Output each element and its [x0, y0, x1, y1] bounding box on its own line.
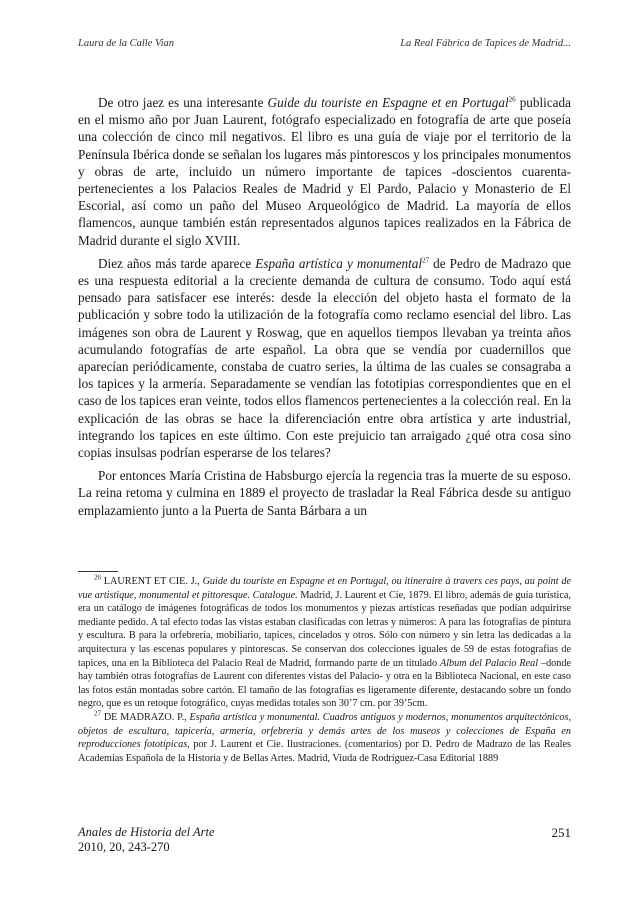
- footnote-separator: [78, 571, 118, 572]
- header-running-title: La Real Fábrica de Tapices de Madrid...: [400, 38, 571, 49]
- footer-journal: Anales de Historia del Arte: [78, 825, 215, 839]
- guide-title-italic: Guide du touriste en Espagne et en Portugal: [267, 95, 509, 110]
- espana-title-italic: España artística y monumental: [255, 255, 423, 271]
- footnote-27-text-a: DE MADRAZO. P.,: [101, 711, 190, 723]
- paragraph-2-text-a: Diez años más tarde aparece: [98, 255, 256, 271]
- footnote-27-text-b: por J. Laurent et Cie. Ilustraciones. (comentarios) por D. Pedro de Madrazo de las Reales Academias Española de la Historia y de Bellas Artes. Madrid, Viuda de Rodríguez-Casa Editorial 1889: [78, 739, 571, 764]
- footnote-26-text-a: LAURENT ET CIE. J.,: [101, 576, 203, 587]
- page-footer: [78, 825, 571, 855]
- footnote-27-number: 27: [94, 709, 101, 718]
- footer-citation: 2010, 20, 243-270: [78, 840, 170, 854]
- footnote-26-album-title: Album del Palacio Real: [440, 657, 539, 669]
- footnote-27: [78, 711, 571, 765]
- footnote-26-text-b: Madrid, J. Laurent et Cie, 1879. El libro, además de guía turística, era un catálogo de imágenes fotográficas de todos los monumentos y piezas artísticas reseñadas que podían adquirirse mediante pedido. A tal efecto todas las vistas estaban clasificadas con letras y números: A para las fotografías de pintura y escultura. B para la orfebrería, mobiliario, tapices, cincelados y otros. Sólo con número y sin letra las dedicadas a la arquitectura y las escenas populares y pintorescas. Se conservan dos colecciones iguales de 59 de estas fotografías de tapices, una en la Biblioteca del Palacio Real de Madrid, formando parte de un titulado: [78, 589, 571, 669]
- footnote-26-italic-title: Guide du touriste en Espagne et en Portugal, ou itineraire à travers ces pays, au point de vue artistique, monumental et pittoresque. Catalogue.: [78, 576, 571, 601]
- paragraph-3: Por entonces María Cristina de Habsburgo ejercía la regencia tras la muerte de su esposo. La reina retoma y culmina en 1889 el proyecto de trasladar la Real Fábrica desde su antiguo emplazamiento junto a la Puerta de Santa Bárbara a un: [78, 468, 571, 518]
- footnote-26-text-c: –donde hay también otras fotografías de Laurent con diferentes vistas del Palacio- y otra en la Biblioteca Nacional, en este caso las fotos están montadas sobre cartón. El tamaño de las fotografías es ligeramente diferente, destacando sobre un fondo negro, que es un retoque fotográfico, cuyas medidas totales son 30’7 cm. por 39’5cm.: [78, 657, 571, 710]
- paragraph-1: [78, 94, 571, 249]
- paragraph-2: [78, 255, 571, 461]
- page-number: 251: [551, 825, 571, 840]
- body-text: [78, 94, 571, 525]
- header-author: Laura de la Calle Vian: [78, 38, 175, 49]
- footnote-27-italic-title: España artística y monumental. Cuadros antiguos y modernos, monumentos arquitectónicos, objetos de escultura, tapicería, armería, orfebrería y demás artes de los museos y colecciones de España en reproducciones fototípicas,: [78, 711, 571, 751]
- paragraph-2-text-b: de Pedro de Madrazo que es una respuesta editorial a la creciente demanda de cultura de consumo. Todo aquí está pensado para satisfacer ese interés: desde la elección del objeto hasta el formato de la publicación y sobre todo la utilización de la fotografía como reclamo esencial del libro. Las imágenes son obra de Laurent y Roswag, que en aquellos tiempos llevaban ya treinta años acumulando fotografías de arte español. La obra que se vendía por cuadernillos que aparecían periódicamente, constaba de cuatro series, la última de las cuales se consagraba a los tapices y la armería. Separadamente se vendían las fototipias correspondientes que en el caso de los tapices eran veinte, todos ellos flamencos pertenecientes a la colección real. En la explicación de las obras se hace la diferenciación entre obra artística y arte industrial, integrando los tapices en este último. Con este prejuicio tan arraigado ¿qué otra cosa sino copias insulsas podrían esperarse de los telares?: [78, 255, 571, 461]
- paragraph-1-text-a: De otro jaez es una interesante: [98, 95, 268, 110]
- footnote-26-number: 26: [94, 573, 101, 582]
- footnote-ref-26[interactable]: 26: [508, 95, 516, 104]
- footnote-ref-27[interactable]: 27: [422, 256, 430, 265]
- paragraph-1-text-b: publicada en el mismo año por Juan Laurent, fotógrafo especializado en fotografía de arte que poseía una colección de cinco mil negativos. El libro es una guía de viaje por el territorio de la Península Ibérica donde se señalan los lugares más pintorescos y los principales monumentos y obras de arte, incluido un número importante de tapices -doscientos cuarenta- pertenecientes a los Palacios Reales de Madrid y El Pardo, Palacio y Monasterio de El Escorial, así como un paño del Museo Arqueológico de Madrid. La mayoría de ellos flamencos, aunque también están representados algunos tapices realizados en la Fábrica de Madrid durante el siglo XVIII.: [78, 95, 571, 248]
- footnotes: [78, 575, 571, 765]
- footnote-26: [78, 575, 571, 711]
